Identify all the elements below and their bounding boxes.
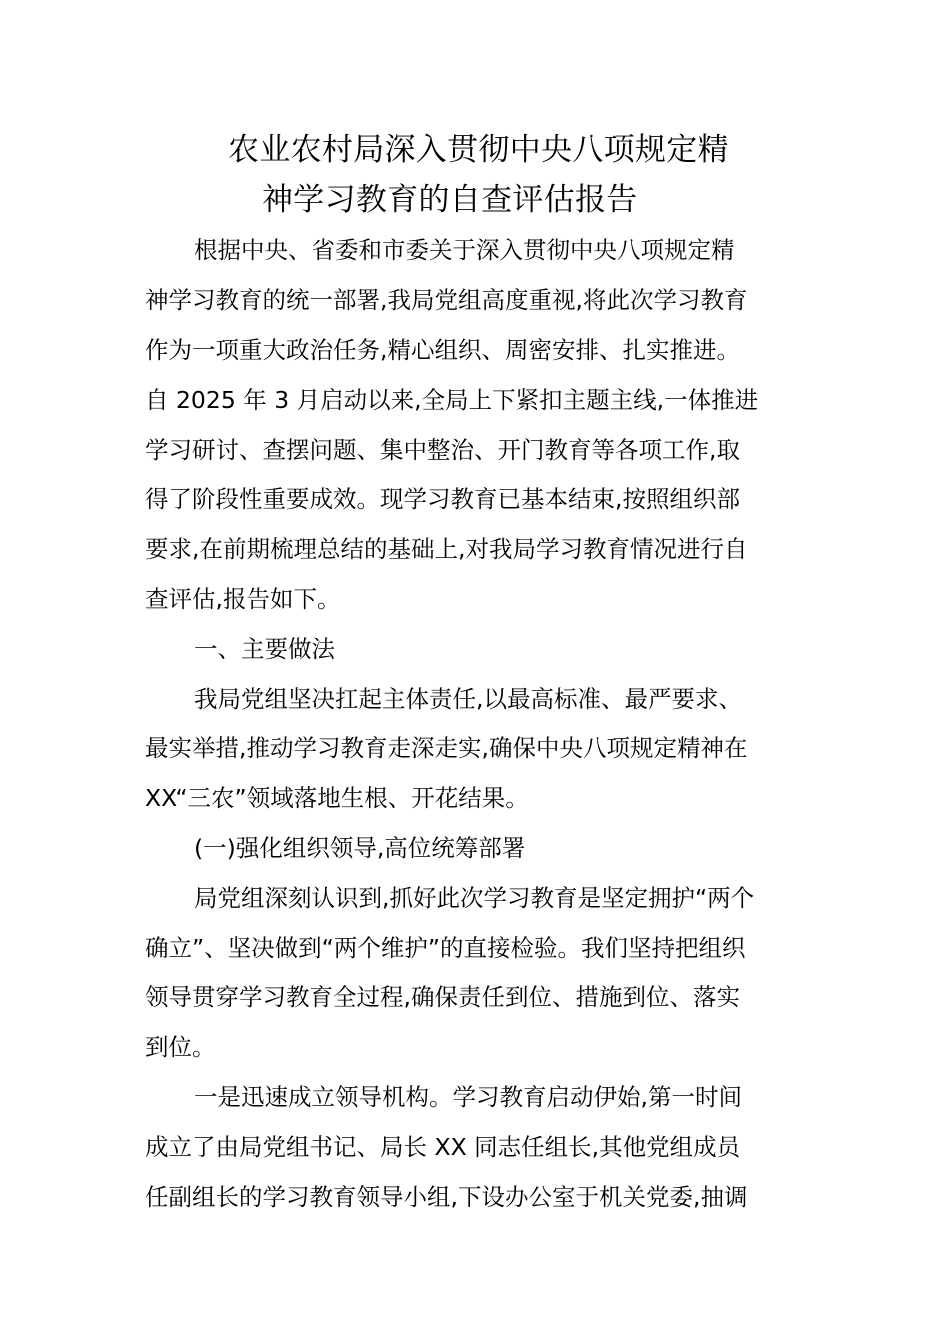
subsection-heading: (一)强化组织领导,高位统筹部署 [194,834,526,862]
body-line: 查评估,报告如下。 [145,585,341,613]
document-title-line-1: 农业农村局深入贯彻中央八项规定精 [228,132,729,168]
body-line: 到位。 [145,1033,216,1061]
body-line: 最实举措,推动学习教育走深走实,确保中央八项规定精神在 [145,734,748,762]
document-title-line-2: 神学习教育的自查评估报告 [262,182,638,218]
body-line: 局党组深刻认识到,抓好此次学习教育是坚定拥护“两个 [194,884,755,912]
body-line: 我局党组坚决扛起主体责任,以最高标准、最严要求、 [194,685,742,713]
body-line: 自 2025 年 3 月启动以来,全局上下紧扣主题主线,一体推进 [145,386,759,414]
body-line: 成立了由局党组书记、局长 XX 同志任组长,其他党组成员 [145,1133,741,1161]
section-heading: 一、主要做法 [194,635,335,663]
body-line: XX“三农”领域落地生根、开花结果。 [145,784,529,812]
body-line: 学习研讨、查摆问题、集中整治、开门教育等各项工作,取 [145,436,740,464]
body-line: 要求,在前期梳理总结的基础上,对我局学习教育情况进行自 [145,535,748,563]
body-line: 根据中央、省委和市委关于深入贯彻中央八项规定精 [194,236,735,264]
body-line: 神学习教育的统一部署,我局党组高度重视,将此次学习教育 [145,286,748,314]
body-line: 作为一项重大政治任务,精心组织、周密安排、扎实推进。 [145,336,740,364]
body-line: 确立”、坚决做到“两个维护”的直接检验。我们坚持把组织 [145,934,746,962]
body-line: 一是迅速成立领导机构。学习教育启动伊始,第一时间 [194,1083,742,1111]
body-line: 得了阶段性重要成效。现学习教育已基本结束,按照组织部 [145,485,740,513]
body-line: 领导贯穿学习教育全过程,确保责任到位、措施到位、落实 [145,983,740,1011]
body-line: 任副组长的学习教育领导小组,下设办公室于机关党委,抽调 [145,1183,748,1211]
